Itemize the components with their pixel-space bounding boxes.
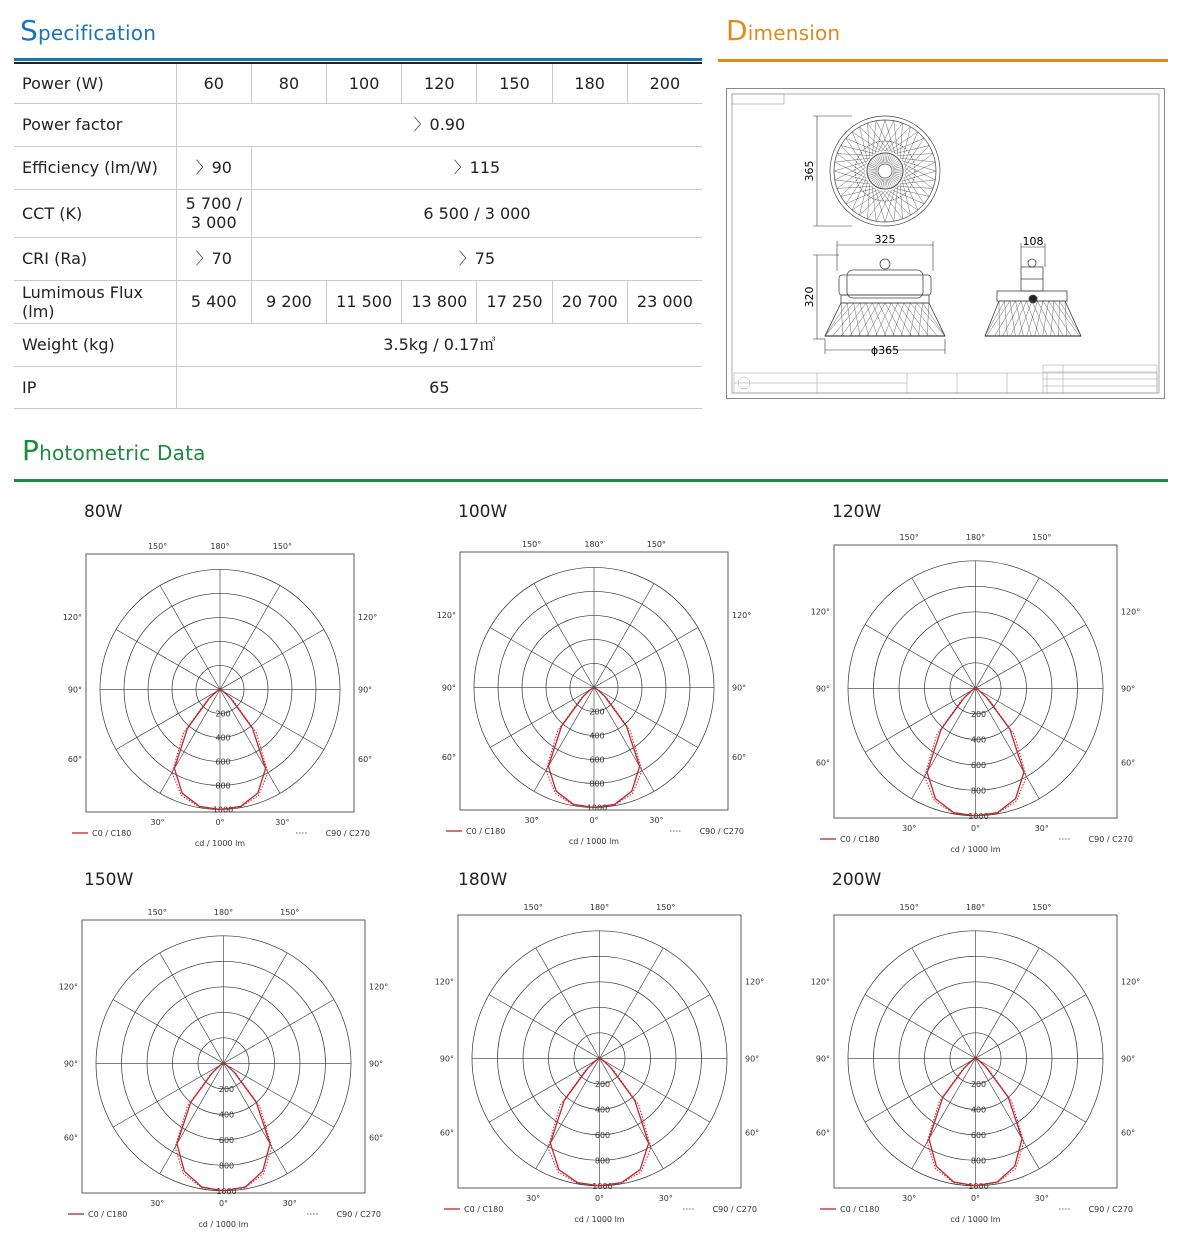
spec-value: 6 500 / 3 000 <box>251 189 702 237</box>
radial-label: 600 <box>215 757 231 767</box>
angle-label: 120° <box>810 607 830 617</box>
top-view <box>830 116 940 226</box>
radial-label: 1000 <box>968 811 989 821</box>
angle-label: 180° <box>965 903 986 912</box>
radial-label: 400 <box>218 1110 235 1120</box>
angle-label: 150° <box>899 533 919 542</box>
angle-label: 30° <box>282 1199 297 1208</box>
angle-label: 30° <box>150 818 165 827</box>
radial-label: 1000 <box>592 1181 613 1191</box>
lattice-line <box>825 303 847 336</box>
legend-c90-label: C90 / C270 <box>336 1210 381 1219</box>
lattice-line <box>895 146 929 154</box>
lattice-line <box>898 154 933 156</box>
top-height-label: 365 <box>803 160 816 182</box>
angle-label: 30° <box>526 1194 541 1203</box>
center-fin <box>883 179 884 188</box>
angle-label: 90° <box>815 684 830 694</box>
spec-row <box>14 63 702 103</box>
lattice-line <box>837 186 872 188</box>
angle-label: 60° <box>369 1133 384 1143</box>
side-width-label: 108 <box>1022 235 1044 248</box>
angle-label: 90° <box>1121 1054 1136 1064</box>
lattice-line <box>841 146 875 154</box>
angle-label: 180° <box>584 540 604 549</box>
angle-label: 90° <box>732 683 747 693</box>
front-view <box>825 259 945 336</box>
legend-c90-label: C90 / C270 <box>699 827 744 836</box>
angle-label: 120° <box>810 977 830 987</box>
polar-chart <box>44 898 389 1243</box>
radial-label: 1000 <box>216 1186 237 1196</box>
spec-value: 〉115 <box>251 146 702 189</box>
angle-label: 150° <box>147 542 168 551</box>
angle-label: 60° <box>441 753 456 763</box>
lattice-line <box>1065 301 1081 336</box>
center-fin <box>887 179 889 188</box>
lattice-line <box>1059 301 1060 336</box>
chart-title: 80W <box>84 502 123 522</box>
title-cap: D <box>726 14 748 47</box>
spec-value: 120 <box>402 63 477 103</box>
specification-table <box>14 62 702 409</box>
chart-title: 150W <box>84 870 134 890</box>
spec-row <box>14 280 702 323</box>
angle-label: 180° <box>589 903 610 912</box>
center-fin <box>886 154 887 163</box>
lattice-line <box>1016 301 1024 336</box>
lattice-line <box>835 162 866 178</box>
angle-label: 60° <box>732 753 747 763</box>
spec-value: 13 800 <box>402 280 477 323</box>
radial-label: 400 <box>594 1105 611 1115</box>
lattice-line <box>987 301 1010 336</box>
angle-label: 60° <box>67 755 82 765</box>
spec-value: 80 <box>251 63 326 103</box>
radial-label: 200 <box>589 707 605 717</box>
lattice-line <box>900 184 902 219</box>
angle-label: 30° <box>150 1199 165 1208</box>
front-lattice <box>825 303 945 336</box>
chart-title: 200W <box>832 870 882 890</box>
center-fin <box>869 167 878 169</box>
unit-label: cd / 1000 lm <box>950 845 1001 854</box>
spec-value: 23 000 <box>627 280 702 323</box>
center-fin <box>886 179 887 188</box>
side-view <box>985 259 1081 336</box>
photometric-title <box>22 434 206 467</box>
center-fin <box>893 167 902 169</box>
spec-value: 〉75 <box>251 237 702 280</box>
lattice-line <box>900 123 902 158</box>
angle-label: 150° <box>656 903 676 912</box>
radial-label: 800 <box>970 786 987 796</box>
frame-tab <box>732 94 784 104</box>
radial-label: 200 <box>594 1079 611 1089</box>
spec-value: 5 400 <box>176 280 251 323</box>
angle-label: 30° <box>1034 1194 1049 1203</box>
drawing-frame <box>732 94 1159 393</box>
spec-row <box>14 366 702 408</box>
spec-value: 5 700 / 3 000 <box>176 189 251 237</box>
polar-chart <box>796 893 1141 1238</box>
title-cap: P <box>22 434 40 467</box>
angle-label: 60° <box>439 1128 454 1138</box>
lattice-line <box>985 301 1005 336</box>
spec-label: CCT (K) <box>14 189 176 237</box>
spec-row <box>14 189 702 237</box>
angle-label: 90° <box>63 1059 78 1069</box>
lattice-line <box>868 123 870 158</box>
polar-chart <box>796 523 1141 868</box>
radial-label: 400 <box>215 733 231 743</box>
angle-label: 180° <box>210 542 230 551</box>
center-fin <box>868 172 877 173</box>
front-width-label: 325 <box>874 233 896 246</box>
lattice-line <box>885 303 903 336</box>
lattice-line <box>1065 301 1067 336</box>
specification-title <box>20 14 156 47</box>
radial-label: 800 <box>589 779 605 789</box>
angle-label: 90° <box>67 685 82 695</box>
lattice-line <box>867 303 885 336</box>
angle-label: 0° <box>218 1199 229 1208</box>
angle-label: 30° <box>658 1194 673 1203</box>
spec-label: Weight (kg) <box>14 323 176 366</box>
angle-label: 90° <box>358 685 373 695</box>
radial-label: 800 <box>970 1156 987 1166</box>
lattice-line <box>895 188 929 196</box>
lattice-line <box>878 121 894 152</box>
spec-value: 9 200 <box>251 280 326 323</box>
spec-value: 11 500 <box>327 280 402 323</box>
angle-label: 60° <box>815 1128 830 1138</box>
lattice-line <box>904 162 935 178</box>
angle-label: 60° <box>815 758 830 768</box>
radial-label: 200 <box>215 709 231 719</box>
spec-value: 17 250 <box>477 280 552 323</box>
center-fin <box>893 169 902 170</box>
angle-label: 90° <box>1121 684 1136 694</box>
lattice-line <box>1051 301 1054 336</box>
center-fin <box>893 173 902 175</box>
angle-label: 90° <box>745 1054 760 1064</box>
radial-label: 600 <box>970 1130 987 1140</box>
angle-label: 0° <box>215 818 225 827</box>
lattice-line <box>868 184 870 219</box>
unit-label: cd / 1000 lm <box>568 837 620 846</box>
lattice-line <box>910 303 937 336</box>
spec-row <box>14 103 702 146</box>
lattice-line <box>1043 301 1049 336</box>
angle-label: 150° <box>1032 903 1052 912</box>
dimension-rule <box>718 59 1168 62</box>
spec-row <box>14 323 702 366</box>
legend-c0-label: C0 / C180 <box>840 1205 880 1214</box>
photometric-rule <box>14 479 1168 482</box>
title-rest: pecification <box>37 21 157 45</box>
lattice-line <box>1032 301 1047 336</box>
angle-label: 30° <box>649 816 664 825</box>
angle-label: 30° <box>902 824 917 833</box>
center-fin <box>868 169 877 170</box>
angle-label: 150° <box>646 540 667 549</box>
spec-value: 180 <box>552 63 627 103</box>
front-height-label: 320 <box>803 286 816 308</box>
legend-c0-label: C0 / C180 <box>88 1210 128 1219</box>
chart-title: 180W <box>458 870 508 890</box>
angle-label: 150° <box>523 903 543 912</box>
radial-label: 200 <box>970 1079 987 1089</box>
angle-label: 120° <box>732 610 752 620</box>
unit-label: cd / 1000 lm <box>194 839 246 848</box>
lattice-line <box>876 190 892 221</box>
spec-value: 60 <box>176 63 251 103</box>
lattice-line <box>1060 301 1082 336</box>
lattice-line <box>876 121 892 152</box>
lattice-line <box>985 301 999 336</box>
lattice-line <box>902 181 910 215</box>
center-fin <box>881 155 883 164</box>
angle-label: 150° <box>1032 533 1052 542</box>
lattice-line <box>904 303 929 336</box>
spec-value: 〉90 <box>176 146 251 189</box>
radial-label: 1000 <box>212 805 234 815</box>
legend-c0-label: C0 / C180 <box>464 1205 504 1214</box>
angle-label: 120° <box>436 610 456 620</box>
angle-label: 30° <box>524 816 539 825</box>
spec-value: 20 700 <box>552 280 627 323</box>
spec-value: 〉0.90 <box>176 103 702 146</box>
angle-label: 30° <box>275 818 290 827</box>
angle-label: 120° <box>1121 607 1141 617</box>
unit-label: cd / 1000 lm <box>198 1220 249 1229</box>
spec-label: IP <box>14 366 176 408</box>
dimension-drawing <box>726 88 1165 399</box>
angle-label: 0° <box>589 816 599 825</box>
lattice-line <box>837 154 872 156</box>
lattice-line <box>910 303 917 336</box>
radial-label: 600 <box>589 755 605 765</box>
spec-value: 〉70 <box>176 237 251 280</box>
lattice-line <box>904 164 935 180</box>
angle-label: 30° <box>1034 824 1049 833</box>
lattice-line <box>1010 301 1015 336</box>
polar-chart <box>48 532 378 862</box>
lattice-line <box>825 303 841 336</box>
radial-label: 600 <box>970 760 987 770</box>
spec-value: 3.5kg / 0.17㎥ <box>176 323 702 366</box>
radial-label: 200 <box>218 1084 235 1094</box>
lattice-line <box>902 127 910 161</box>
spec-row <box>14 237 702 280</box>
center-fin <box>883 154 884 163</box>
radial-label: 600 <box>594 1130 611 1140</box>
legend-c90-label: C90 / C270 <box>325 829 370 838</box>
angle-label: 120° <box>745 977 765 987</box>
title-block <box>734 365 1157 393</box>
unit-label: cd / 1000 lm <box>574 1215 625 1224</box>
radial-label: 800 <box>215 781 231 791</box>
polar-chart <box>420 893 765 1238</box>
dimension-title <box>726 14 840 47</box>
radial-label: 800 <box>218 1161 235 1171</box>
radial-label: 1000 <box>586 803 608 813</box>
base-diameter-label: ϕ365 <box>870 344 900 357</box>
angle-label: 60° <box>358 755 373 765</box>
lattice-line <box>929 303 945 336</box>
chart-title: 100W <box>458 502 508 522</box>
chart-title: 120W <box>832 502 882 522</box>
spec-label: Lumimous Flux (lm) <box>14 280 176 323</box>
angle-label: 0° <box>594 1194 605 1203</box>
angle-label: 0° <box>970 824 981 833</box>
radial-label: 600 <box>218 1135 235 1145</box>
lattice-line <box>860 127 868 161</box>
lattice-line <box>898 186 933 188</box>
front-dimension-lines <box>813 241 945 354</box>
angle-label: 60° <box>63 1133 78 1143</box>
lattice-line <box>872 303 885 336</box>
angle-label: 120° <box>58 982 78 992</box>
angle-label: 30° <box>902 1194 917 1203</box>
angle-label: 90° <box>439 1054 454 1064</box>
radial-label: 400 <box>589 731 605 741</box>
center-fin <box>869 173 878 175</box>
legend-c0-label: C0 / C180 <box>840 835 880 844</box>
spec-row <box>14 146 702 189</box>
lattice-line <box>854 303 861 336</box>
unit-label: cd / 1000 lm <box>950 1215 1001 1224</box>
title-cap: S <box>20 14 38 47</box>
lattice-line <box>835 164 866 180</box>
angle-label: 150° <box>899 903 919 912</box>
lattice-line <box>884 303 897 336</box>
lattice-line <box>1003 301 1021 336</box>
legend-c0-label: C0 / C180 <box>92 829 132 838</box>
title-rest: hotometric Data <box>39 441 206 465</box>
lattice-line <box>923 303 945 336</box>
lattice-line <box>878 190 894 221</box>
specification-rule <box>14 58 702 61</box>
legend-c0-label: C0 / C180 <box>466 827 506 836</box>
radial-label: 800 <box>594 1156 611 1166</box>
center-fin <box>887 155 889 164</box>
angle-label: 60° <box>1121 1128 1136 1138</box>
angle-label: 120° <box>62 612 82 622</box>
lattice-line <box>833 303 860 336</box>
angle-label: 90° <box>441 683 456 693</box>
lattice-line <box>841 303 843 336</box>
center-fin <box>893 172 902 173</box>
lattice-line <box>1049 301 1072 336</box>
spec-label: Power factor <box>14 103 176 146</box>
angle-label: 150° <box>280 908 300 917</box>
angle-label: 60° <box>1121 758 1136 768</box>
angle-label: 120° <box>358 612 378 622</box>
radial-label: 200 <box>970 709 987 719</box>
angle-label: 60° <box>745 1128 760 1138</box>
lattice-line <box>860 181 868 215</box>
spec-value: 65 <box>176 366 702 408</box>
lattice-line <box>1054 301 1079 336</box>
angle-label: 180° <box>213 908 234 917</box>
dimension-svg <box>727 89 1164 398</box>
legend-c90-label: C90 / C270 <box>1088 835 1133 844</box>
spec-label: CRI (Ra) <box>14 237 176 280</box>
spec-value: 200 <box>627 63 702 103</box>
angle-label: 90° <box>815 1054 830 1064</box>
radial-label: 400 <box>970 1105 987 1115</box>
lattice-line <box>841 188 875 196</box>
angle-label: 120° <box>434 977 454 987</box>
title-rest: imension <box>747 21 841 45</box>
spec-label: Power (W) <box>14 63 176 103</box>
lattice-line <box>1043 301 1063 336</box>
angle-label: 120° <box>369 982 389 992</box>
radial-label: 1000 <box>968 1181 989 1191</box>
legend-c90-label: C90 / C270 <box>1088 1205 1133 1214</box>
angle-label: 150° <box>272 542 293 551</box>
angle-label: 90° <box>369 1059 384 1069</box>
angle-label: 150° <box>521 540 542 549</box>
lattice-line <box>927 303 929 336</box>
side-lattice <box>985 301 1081 336</box>
spec-label: Efficiency (lm/W) <box>14 146 176 189</box>
radial-label: 400 <box>970 735 987 745</box>
angle-label: 150° <box>147 908 167 917</box>
lattice-line <box>1038 301 1056 336</box>
center-fin <box>881 179 883 188</box>
spec-value: 100 <box>327 63 402 103</box>
legend-c90-label: C90 / C270 <box>712 1205 757 1214</box>
lattice-line <box>879 303 895 336</box>
lattice-line <box>841 303 866 336</box>
lattice-line <box>1011 301 1027 336</box>
spec-value: 150 <box>477 63 552 103</box>
lattice-line <box>876 303 892 336</box>
angle-label: 180° <box>965 533 986 542</box>
polar-chart <box>422 530 752 860</box>
angle-label: 0° <box>970 1194 981 1203</box>
angle-label: 120° <box>1121 977 1141 987</box>
